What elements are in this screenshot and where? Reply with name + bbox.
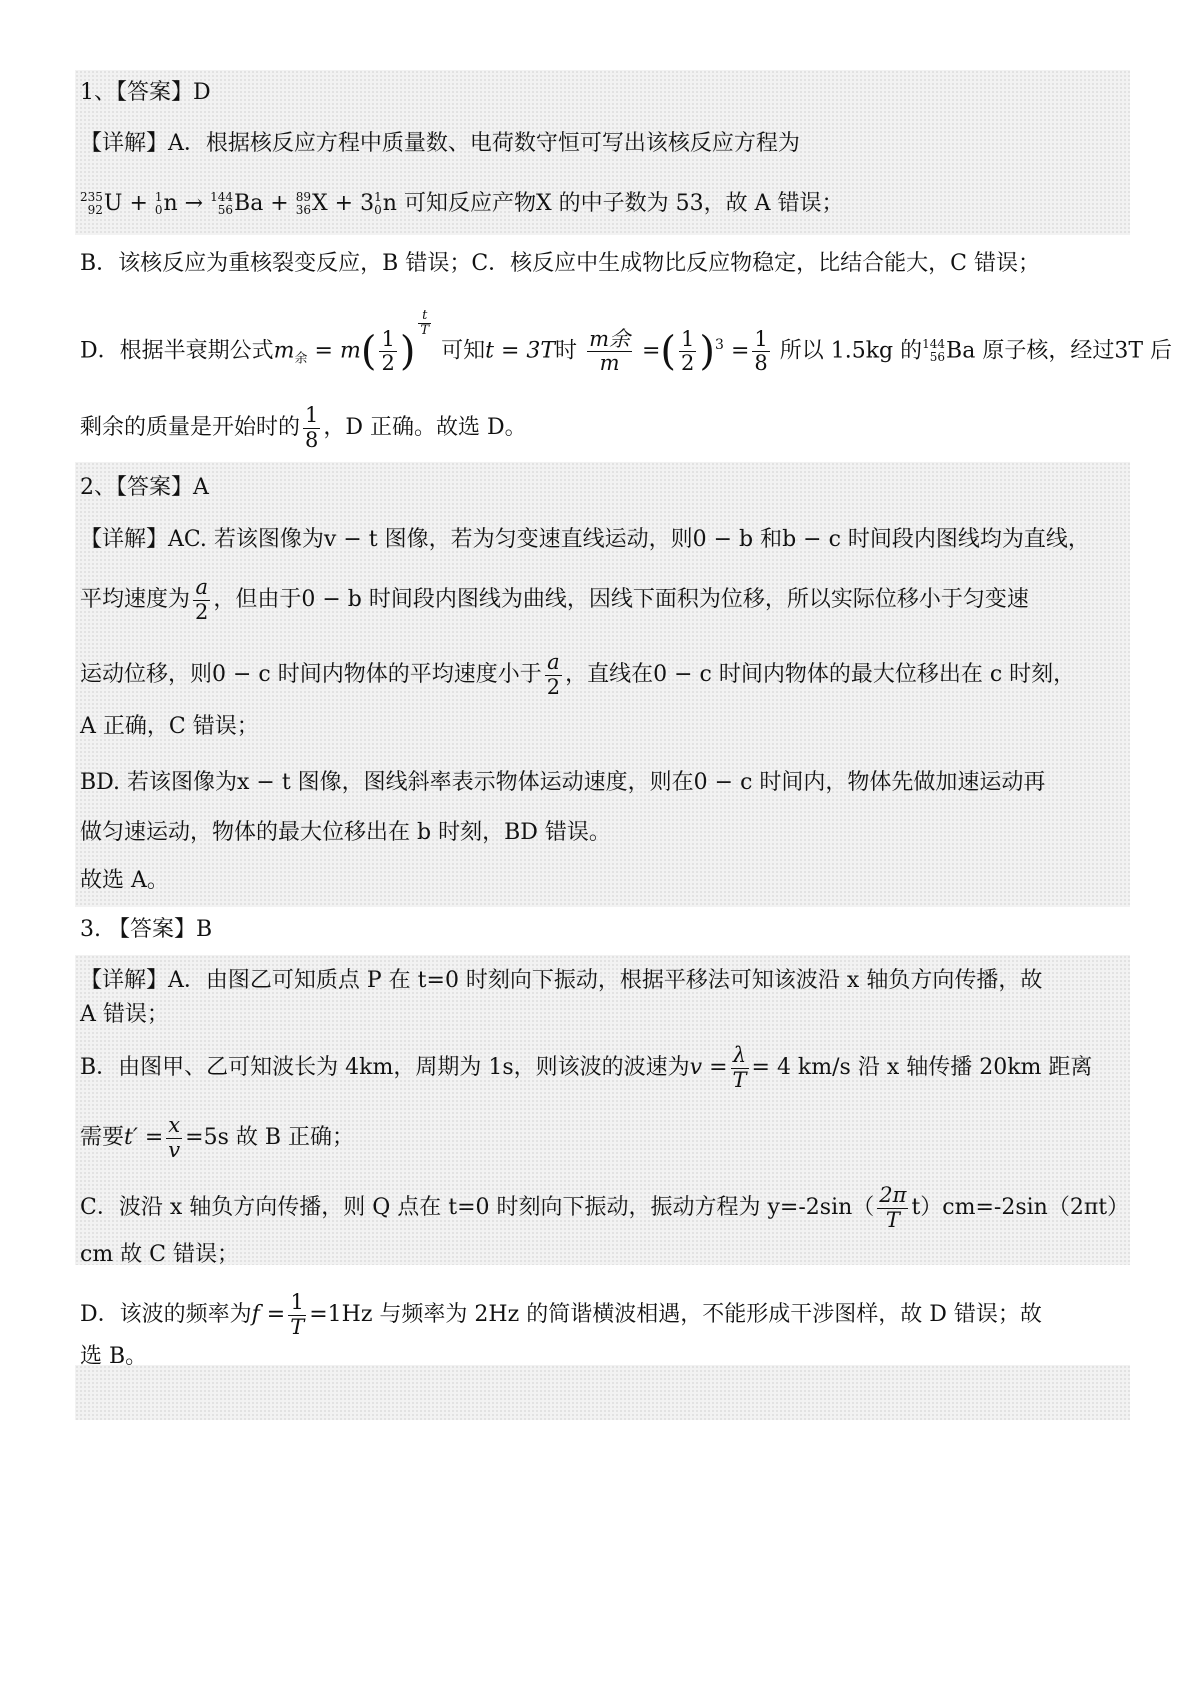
q1-equation-line: 235 92 U + 1 0 n → 144 56 Ba + 89 36 X + 3 1 0 n 可知反应产物X 的中子数为 53，故 A 错误； [80,190,844,217]
q2-detail-line-6: 做匀速运动，物体的最大位移出在 b 时刻，BD 错误。 [80,820,611,845]
q1-detail-line-3: B．该核反应为重核裂变反应，B 错误；C．核反应中生成物比反应物稳定，比结合能大，C 错误； [80,251,1040,276]
q2-detail-line-2: 平均速度为 $\frac{a}{2}$ ，但由于0 − b 时间段内图线为曲线，因线下面积为位移，所以实际位移小于匀变速 [80,575,1029,624]
q2-detail-line-1: 【详解】AC. 若该图像为v − t 图像，若为匀变速直线运动，则0 − b 和b − c 时间段内图线均为直线， [80,527,1090,552]
q3-detail-line-2: A 错误； [80,1002,169,1027]
q3-detail-line-3: B．由图甲、乙可知波长为 4km，周期为 1s，则该波的波速为v = $\frac{\lambda}{T}$ = 4 km/s 沿 x 轴传播 20km 距离 [80,1043,1093,1092]
answer-3-end-shade [75,1365,1130,1420]
q1-detail-line-1: 【详解】A．根据核反应方程中质量数、电荷数守恒可写出该核反应方程为 [80,131,800,156]
q2-detail-line-7: 故选 A。 [80,868,169,893]
q3-answer-header: 3. 【答案】B [80,917,213,942]
q2-answer-header: 2、【答案】A [80,475,209,500]
q2-detail-line-3: 运动位移，则0 − c 时间内物体的平均速度小于 $\frac{a}{2}$ ，直线在0 − c 时间内物体的最大位移出在 c 时刻， [80,650,1076,699]
q1-half-life-line: D．根据半衰期公式$m_余 = m$( $\frac{1}{2}$ ) $\frac{t}{T}$ 可知t = 3T时 $\frac{\text{m余}}{m}$ =( $\frac{1}{2}$ )$^3$ = $\frac{1}{8}$ 所以 1.5kg 的 144 56 Ba 原子核，经过3T 后 [80,308,1173,375]
q2-detail-line-4: A 正确，C 错误； [80,714,259,739]
isotope-ba: 144 56 [210,190,234,217]
q1-conclusion-line: 剩余的质量是开始时的 $\frac{1}{8}$ ，D 正确。故选 D。 [80,403,527,452]
q2-detail-line-5: BD. 若该图像为x − t 图像，图线斜率表示物体运动速度，则在0 − c 时间内，物体先做加速运动再 [80,770,1046,795]
q3-detail-line-4: 需要t′ = $\frac{x}{v}$ =5s 故 B 正确； [80,1113,355,1162]
q3-detail-line-1: 【详解】A．由图乙可知质点 P 在 t=0 时刻向下振动，根据平移法可知该波沿 x 轴负方向传播，故 [80,968,1043,993]
q3-detail-line-8: 选 B。 [80,1344,148,1369]
q3-detail-line-5: C．波沿 x 轴负方向传播，则 Q 点在 t=0 时刻向下振动，振动方程为 y=-2sin（ $\frac{2\pi}{T}$ t）cm=-2sin（2πt） [80,1183,1130,1232]
isotope-u: 235 92 [80,190,103,217]
isotope-n: 1 0 [154,190,163,217]
q1-answer-header: 1、【答案】D [80,80,211,105]
isotope-n2: 1 0 [374,190,382,217]
isotope-x: 89 36 [295,190,312,217]
q3-detail-line-7: D．该波的频率为f = $\frac{1}{T}$ =1Hz 与频率为 2Hz 的简谐横波相遇，不能形成干涉图样，故 D 错误；故 [80,1290,1042,1339]
q3-detail-line-6: cm 故 C 错误； [80,1242,239,1267]
